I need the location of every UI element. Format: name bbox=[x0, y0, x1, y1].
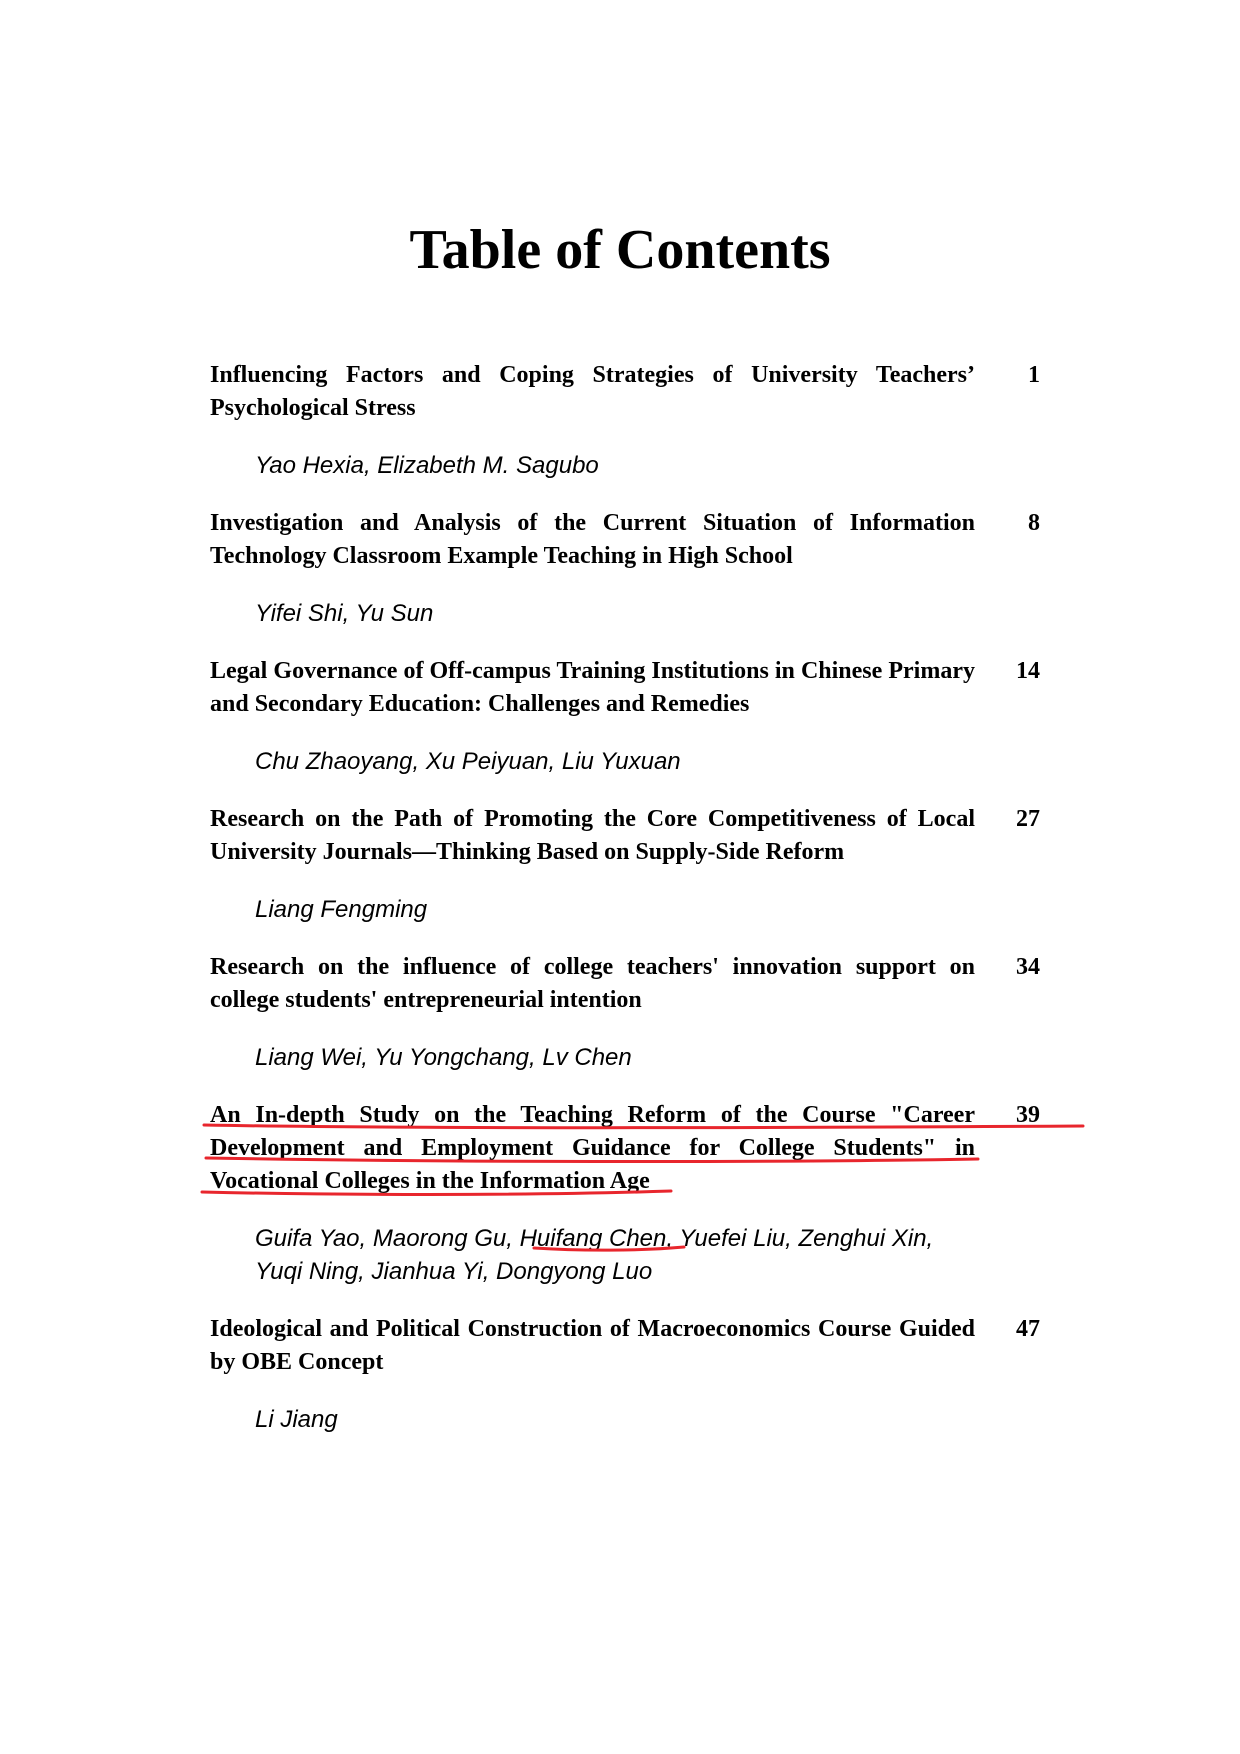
toc-entry-page-number: 27 bbox=[1016, 806, 1040, 832]
toc-entry-page-number: 1 bbox=[1028, 362, 1040, 388]
toc-entry-authors: Liang Wei, Yu Yongchang, Lv Chen bbox=[255, 1044, 632, 1071]
toc-entry[interactable] bbox=[210, 1313, 1060, 1436]
toc-entry-title[interactable]: An In-depth Study on the Teaching Reform of the Course "Career Development and Employment Guidance for College Students" in Vocational Colleges in the Information Age bbox=[210, 1102, 975, 1194]
toc-entry-row bbox=[210, 951, 1060, 1017]
toc-entry-authors: Li Jiang bbox=[255, 1406, 338, 1433]
toc-entry-title[interactable]: Research on the Path of Promoting the Core Competitiveness of Local University Journals—Thinking Based on Supply-Side Reform bbox=[210, 806, 975, 865]
toc-entry-authors: Guifa Yao, Maorong Gu, Huifang Chen, Yuefei Liu, Zenghui Xin, Yuqi Ning, Jianhua Yi, Dongyong Luo bbox=[255, 1225, 934, 1285]
toc-entry-authors: Liang Fengming bbox=[255, 896, 428, 923]
toc-entry[interactable] bbox=[210, 803, 1060, 926]
toc-entry-highlighted[interactable] bbox=[210, 1099, 1060, 1288]
toc-entry-row bbox=[210, 507, 1060, 573]
toc-entry-page-number: 47 bbox=[1016, 1316, 1040, 1342]
toc-entry-page-number: 39 bbox=[1016, 1102, 1040, 1128]
toc-entry-row bbox=[210, 359, 1060, 425]
toc-entry-page-number: 34 bbox=[1016, 954, 1040, 980]
toc-entry-page-number: 14 bbox=[1016, 658, 1040, 684]
toc-entry-title[interactable]: Legal Governance of Off-campus Training Institutions in Chinese Primary and Secondary Education: Challenges and Remedies bbox=[210, 658, 975, 717]
toc-entry-title[interactable]: Research on the influence of college teachers' innovation support on college students' entrepreneurial intention bbox=[210, 954, 975, 1013]
toc-entry-authors: Chu Zhaoyang, Xu Peiyuan, Liu Yuxuan bbox=[255, 748, 681, 775]
toc-entry[interactable] bbox=[210, 507, 1060, 630]
toc-entry-row bbox=[210, 1099, 1060, 1198]
toc-entry-row bbox=[210, 1313, 1060, 1379]
toc-entry-row bbox=[210, 803, 1060, 869]
toc-entry-authors: Yifei Shi, Yu Sun bbox=[255, 600, 434, 627]
toc-entry-page-number: 8 bbox=[1028, 510, 1040, 536]
toc-entry-title[interactable]: Ideological and Political Construction of Macroeconomics Course Guided by OBE Concept bbox=[210, 1316, 975, 1375]
toc-entry-title[interactable]: Influencing Factors and Coping Strategies of University Teachers’ Psychological Stress bbox=[210, 362, 975, 421]
toc-entry[interactable] bbox=[210, 655, 1060, 778]
toc-list bbox=[210, 359, 1060, 1461]
page-title: Table of Contents bbox=[409, 219, 831, 281]
toc-entry[interactable] bbox=[210, 951, 1060, 1074]
toc-entry-authors: Yao Hexia, Elizabeth M. Sagubo bbox=[255, 452, 599, 479]
toc-entry-title[interactable]: Investigation and Analysis of the Current Situation of Information Technology Classroom Example Teaching in High School bbox=[210, 510, 975, 569]
toc-entry[interactable] bbox=[210, 359, 1060, 482]
toc-entry-row bbox=[210, 655, 1060, 721]
